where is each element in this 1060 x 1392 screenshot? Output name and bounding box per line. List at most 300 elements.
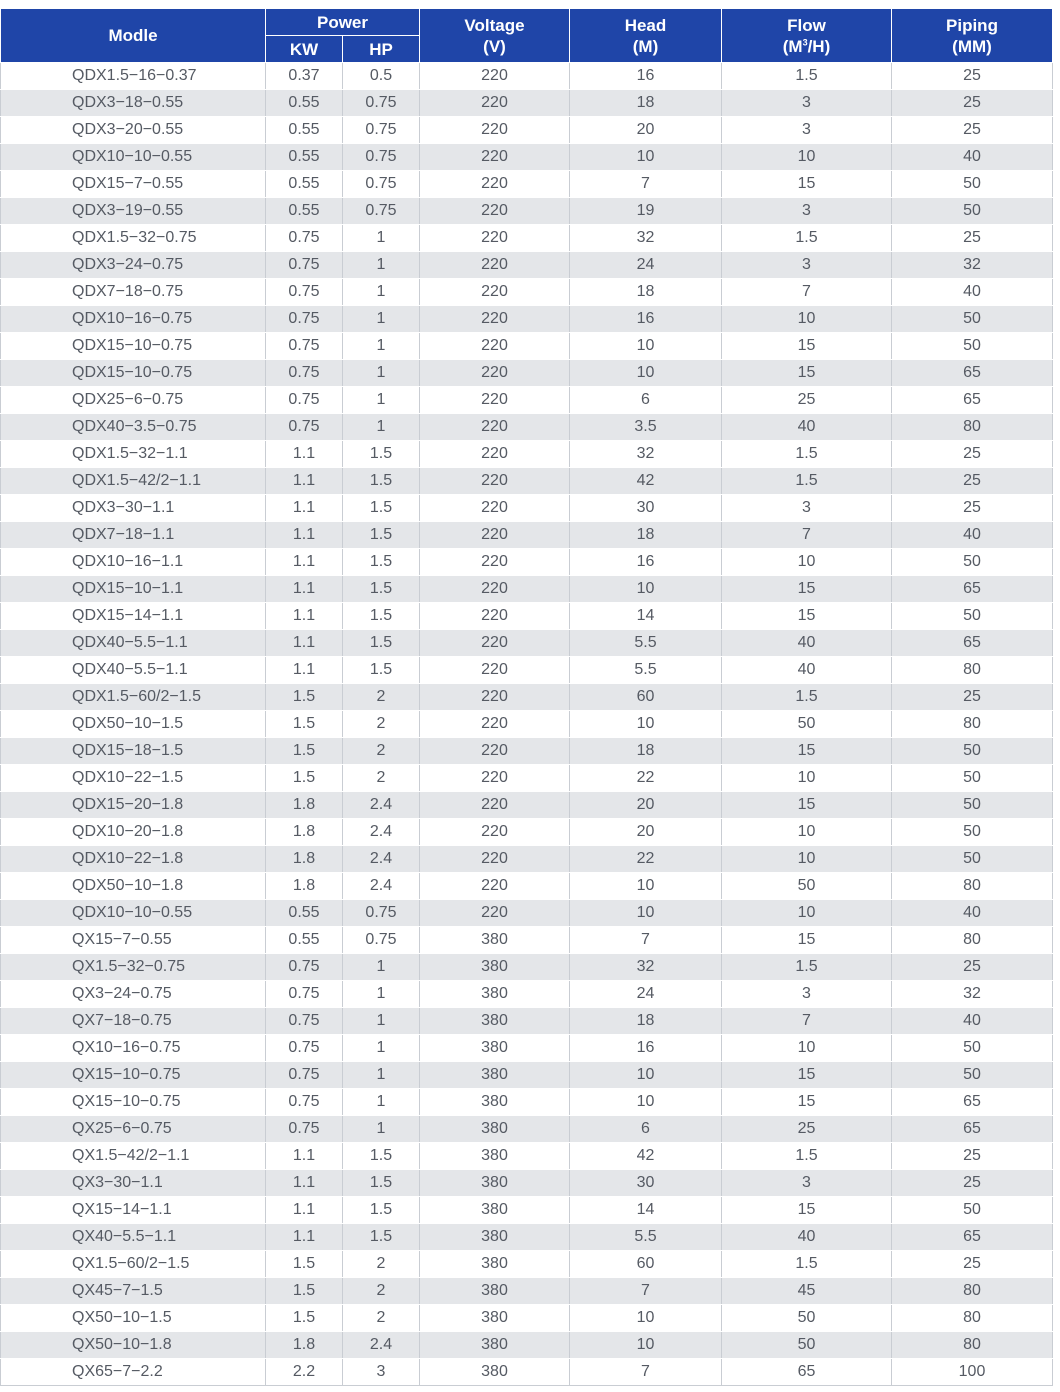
cell-hp: 2 bbox=[343, 765, 420, 792]
cell-hp: 1 bbox=[343, 306, 420, 333]
header-model: Modle bbox=[1, 9, 266, 63]
cell-piping: 80 bbox=[892, 414, 1053, 441]
cell-piping: 25 bbox=[892, 90, 1053, 117]
cell-model: QDX1.5−32−1.1 bbox=[1, 441, 266, 468]
cell-hp: 0.5 bbox=[343, 63, 420, 90]
cell-kw: 1.8 bbox=[266, 846, 343, 873]
cell-head: 7 bbox=[570, 1359, 722, 1386]
table-row bbox=[1, 603, 1053, 630]
cell-voltage: 220 bbox=[420, 846, 570, 873]
cell-voltage: 220 bbox=[420, 792, 570, 819]
cell-hp: 0.75 bbox=[343, 117, 420, 144]
cell-kw: 1.1 bbox=[266, 549, 343, 576]
cell-model: QDX10−10−0.55 bbox=[1, 900, 266, 927]
cell-piping: 25 bbox=[892, 1170, 1053, 1197]
cell-kw: 1.1 bbox=[266, 495, 343, 522]
table-row bbox=[1, 738, 1053, 765]
cell-kw: 0.55 bbox=[266, 171, 343, 198]
cell-model: QX1.5−60/2−1.5 bbox=[1, 1251, 266, 1278]
cell-head: 16 bbox=[570, 63, 722, 90]
cell-flow: 1.5 bbox=[722, 1251, 892, 1278]
cell-model: QX15−14−1.1 bbox=[1, 1197, 266, 1224]
cell-hp: 2 bbox=[343, 1278, 420, 1305]
cell-model: QDX15−10−0.75 bbox=[1, 333, 266, 360]
cell-kw: 0.37 bbox=[266, 63, 343, 90]
cell-hp: 1.5 bbox=[343, 1170, 420, 1197]
cell-voltage: 220 bbox=[420, 603, 570, 630]
cell-kw: 1.5 bbox=[266, 1278, 343, 1305]
cell-piping: 80 bbox=[892, 1278, 1053, 1305]
cell-hp: 1.5 bbox=[343, 549, 420, 576]
cell-hp: 0.75 bbox=[343, 144, 420, 171]
cell-head: 10 bbox=[570, 144, 722, 171]
cell-model: QX1.5−42/2−1.1 bbox=[1, 1143, 266, 1170]
cell-flow: 1.5 bbox=[722, 954, 892, 981]
cell-voltage: 220 bbox=[420, 711, 570, 738]
cell-hp: 2.4 bbox=[343, 792, 420, 819]
cell-voltage: 380 bbox=[420, 1332, 570, 1359]
cell-kw: 1.1 bbox=[266, 468, 343, 495]
cell-voltage: 380 bbox=[420, 1170, 570, 1197]
cell-head: 32 bbox=[570, 954, 722, 981]
cell-model: QX3−24−0.75 bbox=[1, 981, 266, 1008]
cell-voltage: 220 bbox=[420, 225, 570, 252]
table-row bbox=[1, 684, 1053, 711]
cell-flow: 15 bbox=[722, 927, 892, 954]
cell-kw: 1.1 bbox=[266, 603, 343, 630]
cell-model: QDX15−14−1.1 bbox=[1, 603, 266, 630]
header-power: Power bbox=[266, 9, 420, 36]
cell-head: 42 bbox=[570, 1143, 722, 1170]
cell-kw: 0.75 bbox=[266, 1116, 343, 1143]
cell-piping: 25 bbox=[892, 117, 1053, 144]
cell-flow: 3 bbox=[722, 981, 892, 1008]
cell-voltage: 220 bbox=[420, 252, 570, 279]
cell-model: QX15−10−0.75 bbox=[1, 1089, 266, 1116]
cell-flow: 10 bbox=[722, 846, 892, 873]
cell-model: QX25−6−0.75 bbox=[1, 1116, 266, 1143]
cell-head: 18 bbox=[570, 279, 722, 306]
cell-piping: 25 bbox=[892, 495, 1053, 522]
cell-piping: 65 bbox=[892, 387, 1053, 414]
cell-model: QX3−30−1.1 bbox=[1, 1170, 266, 1197]
cell-model: QDX1.5−16−0.37 bbox=[1, 63, 266, 90]
cell-kw: 1.5 bbox=[266, 711, 343, 738]
cell-model: QDX1.5−32−0.75 bbox=[1, 225, 266, 252]
cell-voltage: 220 bbox=[420, 522, 570, 549]
cell-flow: 40 bbox=[722, 630, 892, 657]
cell-voltage: 220 bbox=[420, 900, 570, 927]
cell-voltage: 380 bbox=[420, 1359, 570, 1386]
cell-flow: 10 bbox=[722, 549, 892, 576]
cell-head: 30 bbox=[570, 1170, 722, 1197]
cell-flow: 25 bbox=[722, 1116, 892, 1143]
table-row bbox=[1, 144, 1053, 171]
header-flow-title: Flow bbox=[787, 15, 826, 35]
cell-hp: 2.4 bbox=[343, 819, 420, 846]
table-row bbox=[1, 414, 1053, 441]
cell-hp: 0.75 bbox=[343, 900, 420, 927]
table-row bbox=[1, 279, 1053, 306]
cell-kw: 1.1 bbox=[266, 441, 343, 468]
cell-voltage: 220 bbox=[420, 765, 570, 792]
cell-kw: 0.75 bbox=[266, 981, 343, 1008]
cell-flow: 10 bbox=[722, 306, 892, 333]
cell-flow: 1.5 bbox=[722, 1143, 892, 1170]
cell-head: 16 bbox=[570, 549, 722, 576]
cell-head: 20 bbox=[570, 792, 722, 819]
cell-model: QDX3−30−1.1 bbox=[1, 495, 266, 522]
cell-flow: 1.5 bbox=[722, 468, 892, 495]
cell-voltage: 220 bbox=[420, 657, 570, 684]
cell-hp: 1 bbox=[343, 387, 420, 414]
cell-piping: 80 bbox=[892, 1305, 1053, 1332]
cell-piping: 50 bbox=[892, 1062, 1053, 1089]
cell-hp: 1 bbox=[343, 981, 420, 1008]
cell-kw: 0.75 bbox=[266, 1035, 343, 1062]
cell-flow: 1.5 bbox=[722, 441, 892, 468]
cell-piping: 40 bbox=[892, 144, 1053, 171]
cell-model: QDX3−19−0.55 bbox=[1, 198, 266, 225]
cell-piping: 25 bbox=[892, 1251, 1053, 1278]
cell-piping: 40 bbox=[892, 522, 1053, 549]
cell-flow: 40 bbox=[722, 414, 892, 441]
cell-model: QX1.5−32−0.75 bbox=[1, 954, 266, 981]
cell-kw: 1.1 bbox=[266, 1197, 343, 1224]
cell-model: QDX10−22−1.5 bbox=[1, 765, 266, 792]
cell-model: QX65−7−2.2 bbox=[1, 1359, 266, 1386]
cell-piping: 65 bbox=[892, 1089, 1053, 1116]
cell-flow: 15 bbox=[722, 576, 892, 603]
cell-head: 20 bbox=[570, 819, 722, 846]
cell-head: 32 bbox=[570, 225, 722, 252]
header-kw: KW bbox=[266, 36, 343, 63]
cell-kw: 1.1 bbox=[266, 657, 343, 684]
cell-head: 60 bbox=[570, 684, 722, 711]
cell-hp: 0.75 bbox=[343, 90, 420, 117]
cell-piping: 25 bbox=[892, 441, 1053, 468]
cell-hp: 1.5 bbox=[343, 1224, 420, 1251]
cell-model: QDX3−18−0.55 bbox=[1, 90, 266, 117]
cell-piping: 32 bbox=[892, 981, 1053, 1008]
cell-hp: 1 bbox=[343, 279, 420, 306]
cell-head: 16 bbox=[570, 306, 722, 333]
cell-voltage: 220 bbox=[420, 738, 570, 765]
table-row bbox=[1, 522, 1053, 549]
cell-piping: 25 bbox=[892, 225, 1053, 252]
table-row bbox=[1, 333, 1053, 360]
cell-hp: 1.5 bbox=[343, 1197, 420, 1224]
table-row bbox=[1, 657, 1053, 684]
cell-head: 10 bbox=[570, 576, 722, 603]
cell-kw: 1.5 bbox=[266, 1305, 343, 1332]
cell-hp: 2 bbox=[343, 711, 420, 738]
cell-hp: 1 bbox=[343, 252, 420, 279]
cell-model: QX15−7−0.55 bbox=[1, 927, 266, 954]
cell-hp: 1 bbox=[343, 333, 420, 360]
cell-piping: 80 bbox=[892, 711, 1053, 738]
table-row bbox=[1, 225, 1053, 252]
cell-voltage: 220 bbox=[420, 441, 570, 468]
cell-piping: 50 bbox=[892, 306, 1053, 333]
cell-piping: 25 bbox=[892, 954, 1053, 981]
cell-voltage: 220 bbox=[420, 144, 570, 171]
cell-model: QDX15−7−0.55 bbox=[1, 171, 266, 198]
table-row bbox=[1, 927, 1053, 954]
table-row bbox=[1, 198, 1053, 225]
cell-flow: 3 bbox=[722, 252, 892, 279]
table-row bbox=[1, 252, 1053, 279]
header-piping-unit: (MM) bbox=[952, 36, 992, 56]
cell-piping: 50 bbox=[892, 603, 1053, 630]
cell-head: 18 bbox=[570, 738, 722, 765]
cell-piping: 32 bbox=[892, 252, 1053, 279]
cell-model: QX15−10−0.75 bbox=[1, 1062, 266, 1089]
cell-model: QDX7−18−1.1 bbox=[1, 522, 266, 549]
cell-voltage: 220 bbox=[420, 387, 570, 414]
cell-kw: 0.55 bbox=[266, 900, 343, 927]
cell-flow: 15 bbox=[722, 360, 892, 387]
table-row bbox=[1, 171, 1053, 198]
cell-kw: 0.75 bbox=[266, 1062, 343, 1089]
cell-model: QDX40−5.5−1.1 bbox=[1, 657, 266, 684]
cell-model: QDX7−18−0.75 bbox=[1, 279, 266, 306]
cell-hp: 1 bbox=[343, 1008, 420, 1035]
table-row bbox=[1, 1035, 1053, 1062]
cell-head: 14 bbox=[570, 1197, 722, 1224]
cell-kw: 0.75 bbox=[266, 1089, 343, 1116]
cell-flow: 7 bbox=[722, 1008, 892, 1035]
cell-head: 6 bbox=[570, 387, 722, 414]
cell-kw: 1.5 bbox=[266, 684, 343, 711]
cell-flow: 15 bbox=[722, 1062, 892, 1089]
cell-voltage: 380 bbox=[420, 1251, 570, 1278]
cell-hp: 0.75 bbox=[343, 927, 420, 954]
cell-hp: 1 bbox=[343, 360, 420, 387]
cell-voltage: 220 bbox=[420, 279, 570, 306]
cell-flow: 10 bbox=[722, 900, 892, 927]
cell-flow: 50 bbox=[722, 873, 892, 900]
cell-head: 32 bbox=[570, 441, 722, 468]
table-row bbox=[1, 1359, 1053, 1386]
cell-head: 60 bbox=[570, 1251, 722, 1278]
cell-kw: 1.1 bbox=[266, 630, 343, 657]
cell-piping: 50 bbox=[892, 738, 1053, 765]
cell-piping: 25 bbox=[892, 1143, 1053, 1170]
cell-head: 10 bbox=[570, 1062, 722, 1089]
cell-kw: 0.75 bbox=[266, 333, 343, 360]
cell-piping: 65 bbox=[892, 1116, 1053, 1143]
cell-piping: 50 bbox=[892, 792, 1053, 819]
header-head-unit: (M) bbox=[632, 36, 659, 56]
cell-head: 7 bbox=[570, 927, 722, 954]
cell-piping: 65 bbox=[892, 1224, 1053, 1251]
cell-piping: 50 bbox=[892, 1197, 1053, 1224]
cell-kw: 1.5 bbox=[266, 1251, 343, 1278]
cell-voltage: 220 bbox=[420, 576, 570, 603]
cell-head: 10 bbox=[570, 711, 722, 738]
cell-voltage: 220 bbox=[420, 414, 570, 441]
cell-hp: 3 bbox=[343, 1359, 420, 1386]
cell-kw: 1.1 bbox=[266, 1170, 343, 1197]
cell-head: 14 bbox=[570, 603, 722, 630]
cell-kw: 1.8 bbox=[266, 819, 343, 846]
cell-hp: 1.5 bbox=[343, 441, 420, 468]
cell-piping: 65 bbox=[892, 576, 1053, 603]
cell-hp: 1 bbox=[343, 1062, 420, 1089]
cell-kw: 1.8 bbox=[266, 792, 343, 819]
cell-flow: 15 bbox=[722, 333, 892, 360]
cell-head: 10 bbox=[570, 1089, 722, 1116]
header-voltage bbox=[420, 9, 570, 63]
cell-voltage: 220 bbox=[420, 630, 570, 657]
cell-head: 5.5 bbox=[570, 1224, 722, 1251]
cell-voltage: 380 bbox=[420, 1197, 570, 1224]
cell-kw: 0.55 bbox=[266, 927, 343, 954]
cell-piping: 40 bbox=[892, 900, 1053, 927]
table-row bbox=[1, 873, 1053, 900]
cell-model: QX7−18−0.75 bbox=[1, 1008, 266, 1035]
cell-kw: 0.75 bbox=[266, 414, 343, 441]
cell-flow: 10 bbox=[722, 144, 892, 171]
table-row bbox=[1, 1170, 1053, 1197]
cell-kw: 0.75 bbox=[266, 360, 343, 387]
cell-flow: 50 bbox=[722, 1305, 892, 1332]
cell-voltage: 380 bbox=[420, 954, 570, 981]
cell-model: QDX3−20−0.55 bbox=[1, 117, 266, 144]
header-voltage-unit: (V) bbox=[483, 36, 506, 56]
table-row bbox=[1, 63, 1053, 90]
cell-piping: 80 bbox=[892, 657, 1053, 684]
cell-kw: 1.5 bbox=[266, 765, 343, 792]
cell-hp: 1 bbox=[343, 1035, 420, 1062]
cell-hp: 1.5 bbox=[343, 603, 420, 630]
cell-voltage: 220 bbox=[420, 90, 570, 117]
cell-hp: 2 bbox=[343, 684, 420, 711]
cell-model: QDX10−16−0.75 bbox=[1, 306, 266, 333]
cell-flow: 15 bbox=[722, 738, 892, 765]
cell-kw: 1.1 bbox=[266, 1224, 343, 1251]
cell-head: 19 bbox=[570, 198, 722, 225]
table-body bbox=[1, 63, 1053, 1386]
cell-model: QDX10−22−1.8 bbox=[1, 846, 266, 873]
cell-piping: 80 bbox=[892, 873, 1053, 900]
cell-piping: 40 bbox=[892, 1008, 1053, 1035]
cell-hp: 1.5 bbox=[343, 657, 420, 684]
cell-voltage: 380 bbox=[420, 927, 570, 954]
table-row bbox=[1, 549, 1053, 576]
cell-head: 16 bbox=[570, 1035, 722, 1062]
cell-voltage: 380 bbox=[420, 1224, 570, 1251]
cell-flow: 10 bbox=[722, 765, 892, 792]
cell-model: QX45−7−1.5 bbox=[1, 1278, 266, 1305]
header-head-title: Head bbox=[624, 15, 667, 35]
header-piping-title: Piping bbox=[946, 15, 998, 35]
cell-model: QDX15−10−0.75 bbox=[1, 360, 266, 387]
cell-model: QDX50−10−1.5 bbox=[1, 711, 266, 738]
cell-piping: 50 bbox=[892, 171, 1053, 198]
table-row bbox=[1, 117, 1053, 144]
cell-flow: 15 bbox=[722, 1089, 892, 1116]
cell-voltage: 380 bbox=[420, 981, 570, 1008]
table-row bbox=[1, 360, 1053, 387]
table-row bbox=[1, 1143, 1053, 1170]
cell-kw: 0.55 bbox=[266, 198, 343, 225]
cell-kw: 0.75 bbox=[266, 225, 343, 252]
cell-flow: 65 bbox=[722, 1359, 892, 1386]
cell-piping: 50 bbox=[892, 198, 1053, 225]
cell-piping: 65 bbox=[892, 360, 1053, 387]
table-row bbox=[1, 1251, 1053, 1278]
cell-kw: 0.55 bbox=[266, 117, 343, 144]
cell-flow: 40 bbox=[722, 657, 892, 684]
cell-piping: 50 bbox=[892, 1035, 1053, 1062]
table-row bbox=[1, 1332, 1053, 1359]
cell-hp: 1.5 bbox=[343, 1143, 420, 1170]
cell-voltage: 380 bbox=[420, 1278, 570, 1305]
cell-head: 10 bbox=[570, 360, 722, 387]
cell-piping: 50 bbox=[892, 819, 1053, 846]
cell-flow: 1.5 bbox=[722, 225, 892, 252]
table-row bbox=[1, 387, 1053, 414]
cell-hp: 1.5 bbox=[343, 495, 420, 522]
cell-flow: 50 bbox=[722, 711, 892, 738]
cell-head: 3.5 bbox=[570, 414, 722, 441]
table-row bbox=[1, 468, 1053, 495]
cell-model: QDX15−20−1.8 bbox=[1, 792, 266, 819]
cell-kw: 1.5 bbox=[266, 738, 343, 765]
cell-model: QDX40−3.5−0.75 bbox=[1, 414, 266, 441]
cell-hp: 0.75 bbox=[343, 171, 420, 198]
cell-hp: 1.5 bbox=[343, 576, 420, 603]
cell-model: QDX1.5−42/2−1.1 bbox=[1, 468, 266, 495]
cell-kw: 0.75 bbox=[266, 279, 343, 306]
cell-head: 18 bbox=[570, 90, 722, 117]
table-row bbox=[1, 765, 1053, 792]
cell-model: QDX15−10−1.1 bbox=[1, 576, 266, 603]
cell-voltage: 220 bbox=[420, 333, 570, 360]
cell-piping: 50 bbox=[892, 333, 1053, 360]
cell-flow: 7 bbox=[722, 279, 892, 306]
cell-kw: 0.75 bbox=[266, 306, 343, 333]
table-row bbox=[1, 1197, 1053, 1224]
table-row bbox=[1, 495, 1053, 522]
cell-flow: 50 bbox=[722, 1332, 892, 1359]
header-hp: HP bbox=[343, 36, 420, 63]
cell-head: 18 bbox=[570, 522, 722, 549]
header-piping bbox=[892, 9, 1053, 63]
table-row bbox=[1, 306, 1053, 333]
table-row bbox=[1, 846, 1053, 873]
cell-piping: 40 bbox=[892, 279, 1053, 306]
cell-kw: 1.1 bbox=[266, 522, 343, 549]
cell-hp: 1 bbox=[343, 1116, 420, 1143]
cell-voltage: 220 bbox=[420, 360, 570, 387]
table-row bbox=[1, 441, 1053, 468]
cell-kw: 0.55 bbox=[266, 144, 343, 171]
cell-hp: 2.4 bbox=[343, 846, 420, 873]
table-row bbox=[1, 711, 1053, 738]
cell-model: QX40−5.5−1.1 bbox=[1, 1224, 266, 1251]
cell-piping: 25 bbox=[892, 63, 1053, 90]
cell-voltage: 220 bbox=[420, 198, 570, 225]
cell-model: QDX10−16−1.1 bbox=[1, 549, 266, 576]
cell-flow: 3 bbox=[722, 1170, 892, 1197]
cell-flow: 3 bbox=[722, 198, 892, 225]
table-row bbox=[1, 1008, 1053, 1035]
table-row bbox=[1, 954, 1053, 981]
cell-voltage: 380 bbox=[420, 1143, 570, 1170]
